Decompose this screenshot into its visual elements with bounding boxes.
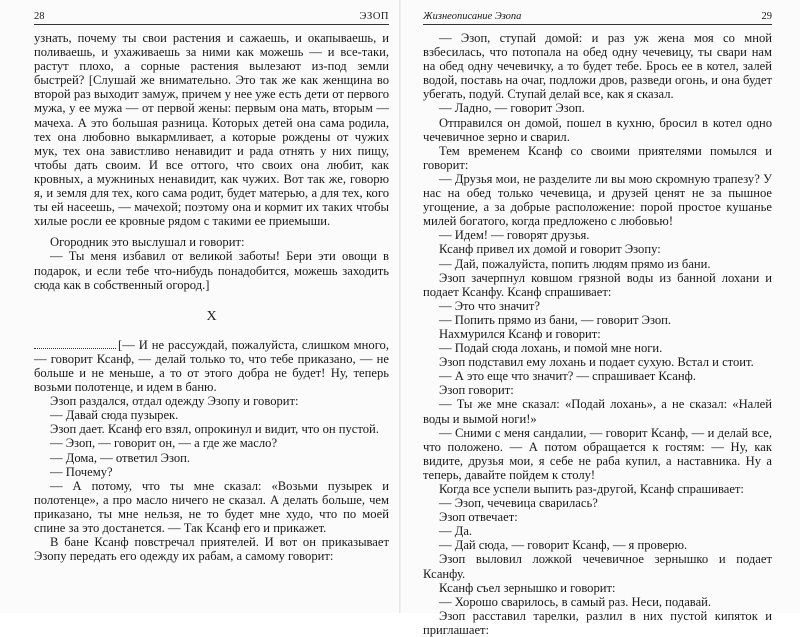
left-page-header [34, 8, 389, 25]
paragraph: — Да. [439, 524, 473, 539]
paragraph-text: [— И не рассуждай, пожалуйста, слишком много, — говорит Ксанф, — делай только то, что тебе приказано, — не больше и не меньше, а то от этого добра не будет! Ну, теперь возьми полотенце, и идем в баню. [34, 337, 389, 395]
paragraph: — Давай сюда пузырек. [50, 408, 179, 423]
paragraph: Эзоп дает. Ксанф его взял, опрокинул и видит, что он пустой. [50, 422, 379, 437]
paragraph: В бане Ксанф повстречал приятелей. И вот он приказывает Эзопу передать его одежду их рабам, а самому говорит: [34, 535, 389, 564]
paragraph: — Эзоп, — говорит он, — а где же масло? [50, 436, 278, 451]
paragraph: — Друзья мои, не разделите ли вы мою скромную трапезу? У нас на обед только чечевица, и друзей ценят не за пышное угощение, а за добрые расположение: порой простое кушанье милей богатого, когда предложено с любовью! [423, 171, 772, 229]
section-heading: X [206, 308, 217, 324]
paragraph: — А потому, что ты мне сказал: «Возьми пузырек и полотенце», а про масло ничего не сказал. А делать больше, чем приказано, ты мне нельзя, не то будет мне худо, что по моей спине за это достанется. — Так Ксанф его и прикажет. [34, 478, 389, 535]
paragraph: — Ладно, — говорит Эзоп. [439, 101, 585, 116]
right-page-text [423, 31, 772, 637]
right-page-number: 29 [761, 11, 772, 22]
paragraph: Эзоп зачерпнул ковшом грязной воды из банной лохани и подает Ксанфу. Ксанф спрашивает: [423, 270, 772, 299]
paragraph: — Ты меня избавил от великой заботы! Бери эти овощи в подарок, и если тебе что-нибудь понадобится, можешь заходить сюда как в собственный огород.] [34, 249, 389, 292]
paragraph: — Дай, пожалуйста, попить людям прямо из бани. [439, 256, 711, 271]
paragraph: Отправился он домой, пошел в кухню, бросил в котел одно чечевичное зерно и сварил. [423, 115, 772, 144]
paragraph: — Дай сюда, — говорит Ксанф, — я проверю. [439, 538, 688, 553]
paragraph: Тем временем Ксанф со своими приятелями помылся и говорит: [423, 143, 772, 172]
paragraph: — Это что значит? [439, 298, 540, 313]
paragraph: — Эзоп, чечевица сварилась? [439, 496, 598, 511]
paragraph: Эзоп говорит: [439, 383, 514, 398]
paragraph: Эзоп раздался, отдал одежду Эзопу и говорит: [50, 394, 299, 409]
paragraph: — Подай сюда лохань, и помой мне ноги. [439, 341, 663, 356]
paragraph: Эзоп отвечает: [439, 510, 518, 525]
paragraph: Эзоп расставил тарелки, разлил в них пустой кипяток и приглашает: [423, 608, 772, 637]
right-page [401, 0, 800, 637]
ellipsis-dots [34, 339, 116, 349]
left-running-title: ЭЗОП [359, 11, 389, 22]
right-page-header [423, 8, 772, 25]
paragraph: — Хорошо сварилось, в самый раз. Неси, подавай. [439, 594, 712, 609]
left-page-number: 28 [34, 11, 45, 22]
paragraph: Когда все успели выпить раз-другой, Ксанф спрашивает: [439, 482, 744, 496]
paragraph: Ксанф съел зернышко и говорит: [439, 580, 616, 595]
paragraph: — Ты же мне сказал: «Подай лохань», а не сказал: «Налей воды и вымой ноги!» [423, 397, 772, 426]
paragraph: — Сними с меня сандалии, — говорит Ксанф, — и делай все, что положено. — А потом обращается к гостям: — Ну, как видите, друзья мои, я себе не раба купил, а наставника. Ну а теперь, давайте пойдем к столу! [423, 425, 772, 482]
paragraph: Нахмурился Ксанф и говорит: [439, 326, 601, 341]
paragraph: Ксанф привел их домой и говорит Эзопу: [439, 242, 661, 257]
paragraph: — Идем! — говорят друзья. [439, 228, 590, 243]
paragraph: — Попить прямо из бани, — говорит Эзоп. [439, 312, 672, 327]
paragraph: Эзоп выловил ложкой чечевичное зернышко и подает Ксанфу. [423, 552, 772, 581]
paragraph: Эзоп подставил ему лохань и подает сухую. Встал и стоит. [439, 355, 754, 370]
paragraph: — Эзоп, ступай домой: и раз уж жена моя со мной взбесилась, что потопала на обед одну чечевицу, ты свари нам на обед одну чечевичку, а то будет тебе. Брось ее в котел, залей водой, поставь на очаг, подложи дров, разведи огонь, и она будет убегать, подуй. Ступай делай все, как я сказал. [423, 31, 772, 102]
paragraph: — А это еще что значит? — спрашивает Ксанф. [439, 369, 696, 384]
paragraph: — Дома, — ответил Эзоп. [50, 450, 191, 465]
left-page-text [34, 31, 389, 563]
paragraph: — Почему? [50, 464, 113, 479]
paragraph-with-ellipsis [34, 338, 389, 394]
left-page [0, 0, 399, 613]
paragraph: узнать, почему ты свои растения и сажаешь, и окапываешь, и поливаешь, и ухаживаешь за ними как можешь — и все-таки, растут плохо, а сорные растения вылезают из-под земли быстрей? [Слушай же внимательно. Это так же как женщина во второй раз выходит замуж, причем у нее уже есть дети от первого мужа, у ее мужа — от первой жены: первым она мать, вторым — мачеха. А это большая разница. Которых детей она сама родила, тех она любовно выкармливает, а которые рождены от чужих мук, тех она завистливо ненавидит и рада отнять у них пищу, чтобы дать своим. И все оттого, что своих она любит, как кровных, а мужниных ненавидит, как чужих. Вот так же, говорю я, и земля для тех, кого сама родит, будет матерью, а для тех, кого ты ей насеешь, — мачехой; поэтому она и кормит их таких чтобы хилые росли ее кровные рядом с такими ее приемыши. [34, 31, 389, 229]
right-running-title: Жизнеописание Эзопа [423, 11, 522, 22]
paragraph: Огородник это выслушал и говорит: [50, 235, 245, 250]
